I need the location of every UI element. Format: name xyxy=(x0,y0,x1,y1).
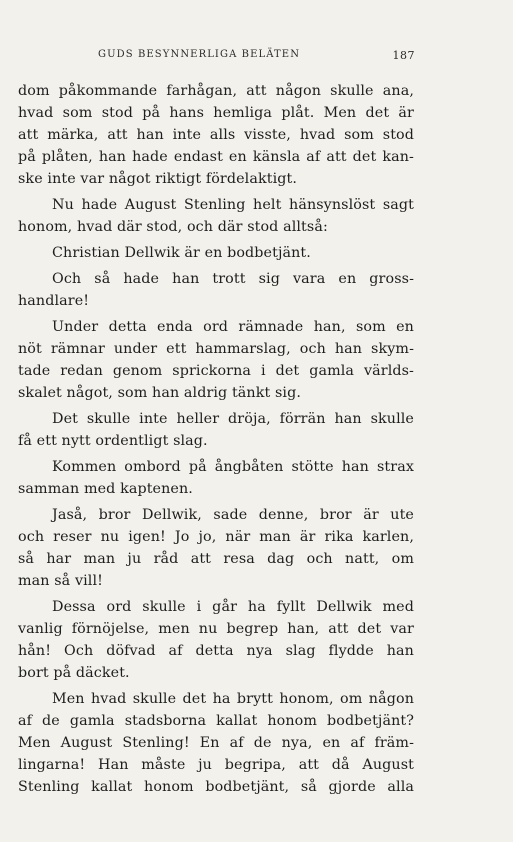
text-line: hån! Och döfvad af detta nya slag flydde han xyxy=(18,643,414,659)
text-line: Och så hade han trott sig vara en gross- xyxy=(52,271,414,287)
text-line: Men hvad skulle det ha brytt honom, om någon xyxy=(52,691,414,707)
text-line: handlare! xyxy=(18,293,90,309)
text-line: man så vill! xyxy=(18,573,103,589)
text-line: Det skulle inte heller dröja, förrän han skulle xyxy=(52,411,414,427)
text-line: Under detta enda ord rämnade han, som en xyxy=(52,319,414,335)
text-line: samman med kaptenen. xyxy=(18,481,193,497)
text-line: så har man ju råd att resa dag och natt, om xyxy=(18,551,414,567)
text-line: vanlig förnöjelse, men nu begrep han, att det var xyxy=(18,621,414,637)
text-line: ske inte var något riktigt fördelaktigt. xyxy=(18,171,297,187)
text-line: Kommen ombord på ångbåten stötte han strax xyxy=(52,459,414,475)
text-line: Nu hade August Stenling helt hänsynslöst sagt xyxy=(52,197,414,213)
text-line: få ett nytt ordentligt slag. xyxy=(18,433,208,449)
text-line: att märka, att han inte alls visste, hvad som stod xyxy=(18,127,414,143)
text-line: lingarna! Han måste ju begripa, att då August xyxy=(18,757,414,773)
running-title: GUDS BESYNNERLIGA BELÄTEN xyxy=(98,49,301,60)
text-line: Jaså, bror Dellwik, sade denne, bror är ute xyxy=(52,507,414,523)
running-header xyxy=(0,49,513,65)
text-line: nöt rämnar under ett hammarslag, och han skym- xyxy=(18,341,414,357)
text-line: honom, hvad där stod, och där stod alltså: xyxy=(18,219,328,235)
text-line: hvad som stod på hans hemliga plåt. Men det är xyxy=(18,105,414,121)
text-line: Dessa ord skulle i går ha fyllt Dellwik med xyxy=(52,599,414,615)
text-line: på plåten, han hade endast en känsla af att det kan- xyxy=(18,149,414,165)
text-line: bort på däcket. xyxy=(18,665,130,681)
text-line: tade redan genom sprickorna i det gamla världs- xyxy=(18,363,414,379)
text-line: af de gamla stadsborna kallat honom bodbetjänt? xyxy=(18,713,414,729)
page-number: 187 xyxy=(392,49,415,62)
text-line: dom påkommande farhågan, att någon skulle ana, xyxy=(18,83,414,99)
text-line: skalet något, som han aldrig tänkt sig. xyxy=(18,385,301,401)
text-line: Stenling kallat honom bodbetjänt, så gjorde alla xyxy=(18,779,414,795)
body-text xyxy=(18,80,414,798)
text-line: Christian Dellwik är en bodbetjänt. xyxy=(52,245,311,261)
text-line: Men August Stenling! En af de nya, en af främ- xyxy=(18,735,414,751)
text-line: och reser nu igen! Jo jo, när man är rika karlen, xyxy=(18,529,414,545)
